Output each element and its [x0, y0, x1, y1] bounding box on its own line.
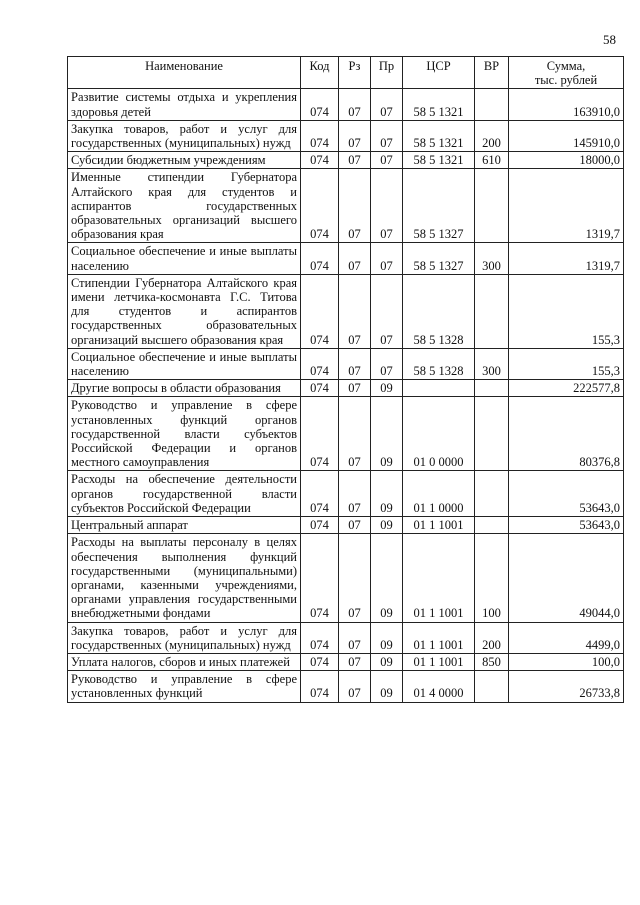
cell-csr: 58 5 1321 — [403, 152, 475, 169]
cell-name: Расходы на обеспечение деятельности органов государственной власти субъектов Российской Федерации — [68, 471, 301, 517]
cell-kod: 074 — [301, 89, 339, 120]
cell-csr: 01 1 1001 — [403, 534, 475, 622]
header-vr: ВР — [475, 57, 509, 89]
cell-name: Именные стипендии Губернатора Алтайского края для студентов и аспирантов государственных образовательных организаций высшего образования края — [68, 169, 301, 243]
header-sum-line1: Сумма, — [546, 59, 586, 73]
cell-csr — [403, 380, 475, 397]
cell-sum: 100,0 — [509, 653, 624, 670]
cell-pr: 07 — [371, 89, 403, 120]
header-pr: Пр — [371, 57, 403, 89]
cell-vr — [475, 380, 509, 397]
cell-csr: 58 5 1328 — [403, 348, 475, 379]
cell-vr — [475, 397, 509, 471]
cell-kod: 074 — [301, 397, 339, 471]
cell-sum: 80376,8 — [509, 397, 624, 471]
table-row — [68, 517, 624, 534]
cell-pr: 09 — [371, 397, 403, 471]
cell-vr — [475, 517, 509, 534]
cell-pr: 09 — [371, 380, 403, 397]
cell-pr: 09 — [371, 534, 403, 622]
table-row — [68, 274, 624, 348]
table-row — [68, 348, 624, 379]
cell-name: Центральный аппарат — [68, 517, 301, 534]
cell-vr — [475, 169, 509, 243]
table-row — [68, 152, 624, 169]
table-row — [68, 380, 624, 397]
cell-sum: 155,3 — [509, 274, 624, 348]
cell-kod: 074 — [301, 622, 339, 653]
cell-pr: 09 — [371, 471, 403, 517]
cell-rz: 07 — [339, 169, 371, 243]
cell-rz: 07 — [339, 517, 371, 534]
cell-vr — [475, 671, 509, 702]
header-csr: ЦСР — [403, 57, 475, 89]
cell-kod: 074 — [301, 120, 339, 151]
cell-vr — [475, 274, 509, 348]
cell-vr — [475, 89, 509, 120]
table-row — [68, 622, 624, 653]
cell-vr — [475, 471, 509, 517]
cell-pr: 09 — [371, 622, 403, 653]
cell-kod: 074 — [301, 471, 339, 517]
cell-kod: 074 — [301, 380, 339, 397]
cell-rz: 07 — [339, 120, 371, 151]
cell-vr: 100 — [475, 534, 509, 622]
page-number: 58 — [603, 32, 616, 47]
cell-rz: 07 — [339, 348, 371, 379]
cell-rz: 07 — [339, 274, 371, 348]
cell-csr: 58 5 1328 — [403, 274, 475, 348]
cell-sum: 49044,0 — [509, 534, 624, 622]
cell-rz: 07 — [339, 380, 371, 397]
cell-vr: 610 — [475, 152, 509, 169]
cell-name: Руководство и управление в сфере установленных функций — [68, 671, 301, 702]
cell-rz: 07 — [339, 471, 371, 517]
cell-name: Стипендии Губернатора Алтайского края имени летчика-космонавта Г.С. Титова для студентов и аспирантов государственных образовательных организаций высшего образования края — [68, 274, 301, 348]
table-row — [68, 671, 624, 702]
table-row — [68, 397, 624, 471]
cell-vr: 300 — [475, 348, 509, 379]
cell-rz: 07 — [339, 671, 371, 702]
cell-sum: 1319,7 — [509, 169, 624, 243]
cell-csr: 01 1 0000 — [403, 471, 475, 517]
cell-rz: 07 — [339, 534, 371, 622]
cell-kod: 074 — [301, 274, 339, 348]
cell-pr: 07 — [371, 243, 403, 274]
cell-name: Социальное обеспечение и иные выплаты населению — [68, 348, 301, 379]
cell-name: Субсидии бюджетным учреждениям — [68, 152, 301, 169]
cell-sum: 1319,7 — [509, 243, 624, 274]
cell-rz: 07 — [339, 622, 371, 653]
cell-csr: 01 1 1001 — [403, 653, 475, 670]
budget-table — [67, 56, 624, 703]
table-row — [68, 89, 624, 120]
cell-sum: 53643,0 — [509, 517, 624, 534]
cell-rz: 07 — [339, 397, 371, 471]
cell-rz: 07 — [339, 243, 371, 274]
cell-sum: 53643,0 — [509, 471, 624, 517]
table-row — [68, 653, 624, 670]
cell-pr: 09 — [371, 517, 403, 534]
table-header-row — [68, 57, 624, 89]
cell-csr: 01 1 1001 — [403, 622, 475, 653]
cell-kod: 074 — [301, 169, 339, 243]
cell-vr: 850 — [475, 653, 509, 670]
header-rz: Рз — [339, 57, 371, 89]
cell-pr: 07 — [371, 120, 403, 151]
cell-pr: 07 — [371, 348, 403, 379]
header-sum-line2: тыс. рублей — [534, 73, 598, 88]
cell-name: Другие вопросы в области образования — [68, 380, 301, 397]
cell-sum: 4499,0 — [509, 622, 624, 653]
table-row — [68, 120, 624, 151]
cell-kod: 074 — [301, 653, 339, 670]
cell-rz: 07 — [339, 653, 371, 670]
cell-csr: 58 5 1327 — [403, 169, 475, 243]
cell-name: Социальное обеспечение и иные выплаты населению — [68, 243, 301, 274]
cell-rz: 07 — [339, 89, 371, 120]
cell-sum: 145910,0 — [509, 120, 624, 151]
cell-name: Закупка товаров, работ и услуг для государственных (муниципальных) нужд — [68, 120, 301, 151]
cell-kod: 074 — [301, 671, 339, 702]
cell-pr: 07 — [371, 169, 403, 243]
cell-csr: 58 5 1321 — [403, 89, 475, 120]
header-name: Наименование — [68, 57, 301, 89]
cell-csr: 01 0 0000 — [403, 397, 475, 471]
cell-vr: 200 — [475, 622, 509, 653]
cell-csr: 58 5 1321 — [403, 120, 475, 151]
cell-vr: 300 — [475, 243, 509, 274]
cell-kod: 074 — [301, 243, 339, 274]
cell-name: Закупка товаров, работ и услуг для государственных (муниципальных) нужд — [68, 622, 301, 653]
cell-kod: 074 — [301, 152, 339, 169]
cell-csr: 01 1 1001 — [403, 517, 475, 534]
cell-kod: 074 — [301, 348, 339, 379]
cell-kod: 074 — [301, 517, 339, 534]
cell-sum: 155,3 — [509, 348, 624, 379]
cell-sum: 18000,0 — [509, 152, 624, 169]
cell-pr: 07 — [371, 152, 403, 169]
cell-rz: 07 — [339, 152, 371, 169]
table-body — [68, 89, 624, 702]
cell-name: Развитие системы отдыха и укрепления здоровья детей — [68, 89, 301, 120]
cell-pr: 09 — [371, 653, 403, 670]
cell-kod: 074 — [301, 534, 339, 622]
table-row — [68, 534, 624, 622]
table-row — [68, 243, 624, 274]
header-kod: Код — [301, 57, 339, 89]
cell-sum: 222577,8 — [509, 380, 624, 397]
cell-pr: 09 — [371, 671, 403, 702]
cell-csr: 01 4 0000 — [403, 671, 475, 702]
cell-name: Уплата налогов, сборов и иных платежей — [68, 653, 301, 670]
cell-name: Руководство и управление в сфере установленных функций органов государственной власти субъектов Российской Федерации и органов местного самоуправления — [68, 397, 301, 471]
cell-sum: 163910,0 — [509, 89, 624, 120]
header-sum — [509, 57, 624, 89]
cell-sum: 26733,8 — [509, 671, 624, 702]
cell-csr: 58 5 1327 — [403, 243, 475, 274]
cell-pr: 07 — [371, 274, 403, 348]
cell-vr: 200 — [475, 120, 509, 151]
table-row — [68, 471, 624, 517]
table-row — [68, 169, 624, 243]
cell-name: Расходы на выплаты персоналу в целях обеспечения выполнения функций государственными (муниципальными) органами, казенными учреждениями, органами управления государственными внебюджетными фондами — [68, 534, 301, 622]
